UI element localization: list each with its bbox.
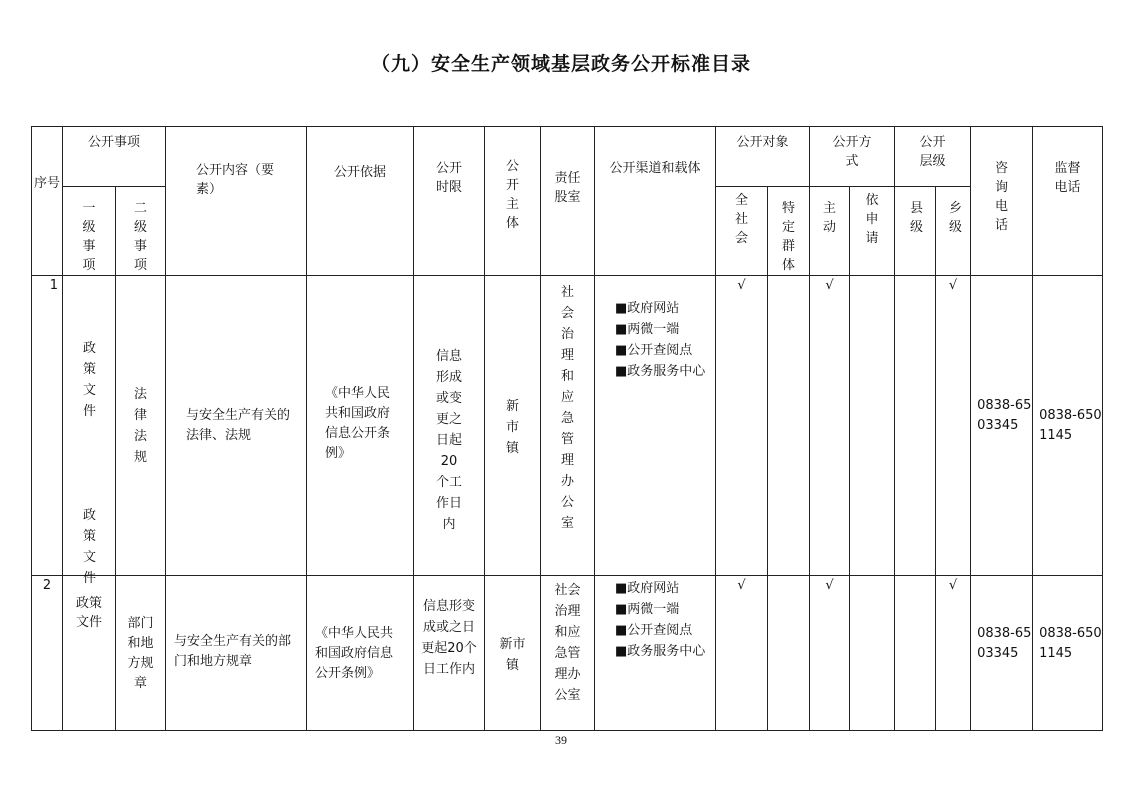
channel-item: ■政务服务中心	[615, 364, 706, 379]
row1-time: 信息形成或变更之日起20个工作日内	[414, 276, 485, 576]
channel-item: ■两微一端	[615, 322, 680, 337]
header-seq: 序号	[32, 127, 63, 276]
header-method: 公开方式	[810, 127, 895, 187]
header-dept: 责任股室	[541, 127, 595, 276]
row2-meth-apply	[850, 576, 895, 731]
row2-channels	[595, 576, 716, 731]
channel-item: ■公开查阅点	[615, 343, 693, 358]
channel-item: ■两微一端	[615, 602, 680, 617]
row1-seq: 1	[32, 276, 63, 576]
header-content: 公开内容（要素）	[166, 127, 307, 276]
row1-level1: 政策文件 政策文件	[63, 276, 116, 576]
header-basis: 公开依据	[307, 127, 414, 276]
row2-lvl-town: √	[936, 576, 971, 731]
disclosure-table	[31, 126, 1103, 731]
header-items: 公开事项	[63, 127, 166, 187]
row2-dept: 社会治理和应急管理办公室	[541, 576, 595, 731]
row2-subject: 新市镇	[485, 576, 541, 731]
channel-item: ■公开查阅点	[615, 623, 693, 638]
row1-subject: 新市镇	[485, 276, 541, 576]
row1-channels	[595, 276, 716, 576]
header-lvl-county: 县级	[895, 187, 936, 276]
row2-meth-active: √	[810, 576, 850, 731]
header-supervise: 监督电话	[1033, 127, 1103, 276]
row2-content: 与安全生产有关的部门和地方规章	[166, 576, 307, 731]
page-title: （九）安全生产领域基层政务公开标准目录	[370, 53, 751, 75]
header-aud-specific: 特定群体	[768, 187, 810, 276]
row1-consult: 0838-6503345	[971, 276, 1033, 576]
row1-supervise: 0838-6501145	[1033, 276, 1103, 576]
row2-lvl-county	[895, 576, 936, 731]
row2-seq: 2	[32, 576, 63, 731]
header-aud-all: 全社会	[716, 187, 768, 276]
header-level: 公开层级	[895, 127, 971, 187]
header-consult: 咨询电话	[971, 127, 1033, 276]
table-row	[32, 576, 1103, 731]
header-lvl-town: 乡级	[936, 187, 971, 276]
header-meth-active: 主动	[810, 187, 850, 276]
header-level1: 一级事项	[63, 187, 116, 276]
row1-meth-active: √	[810, 276, 850, 576]
table-row	[32, 276, 1103, 576]
row1-lvl-county	[895, 276, 936, 576]
row2-level1: 政策文件	[63, 576, 116, 731]
header-audience: 公开对象	[716, 127, 810, 187]
row1-lvl-town: √	[936, 276, 971, 576]
row1-aud-all: √	[716, 276, 768, 576]
header-channel: 公开渠道和载体	[595, 127, 716, 276]
row2-aud-all: √	[716, 576, 768, 731]
row1-basis: 《中华人民共和国政府信息公开条例》	[307, 276, 414, 576]
header-subject: 公开主体	[485, 127, 541, 276]
header-time: 公开时限	[414, 127, 485, 276]
row2-aud-specific	[768, 576, 810, 731]
row2-level2: 部门和地方规章	[116, 576, 166, 731]
row1-dept: 社会治理和应急管理办公室	[541, 276, 595, 576]
header-level2: 二级事项	[116, 187, 166, 276]
row1-aud-specific	[768, 276, 810, 576]
row2-consult: 0838-6503345	[971, 576, 1033, 731]
row1-content: 与安全生产有关的法律、法规	[166, 276, 307, 576]
header-meth-apply: 依申请	[850, 187, 895, 276]
row2-basis: 《中华人民共和国政府信息公开条例》	[307, 576, 414, 731]
page-number: 39	[555, 733, 567, 747]
row2-time: 信息形变成或之日更起20个日工作内	[414, 576, 485, 731]
channel-item: ■政府网站	[615, 301, 680, 316]
row1-meth-apply	[850, 276, 895, 576]
channel-item: ■政务服务中心	[615, 644, 706, 659]
row1-level2: 法律法规	[116, 276, 166, 576]
channel-item: ■政府网站	[615, 581, 680, 596]
row2-supervise: 0838-6501145	[1033, 576, 1103, 731]
